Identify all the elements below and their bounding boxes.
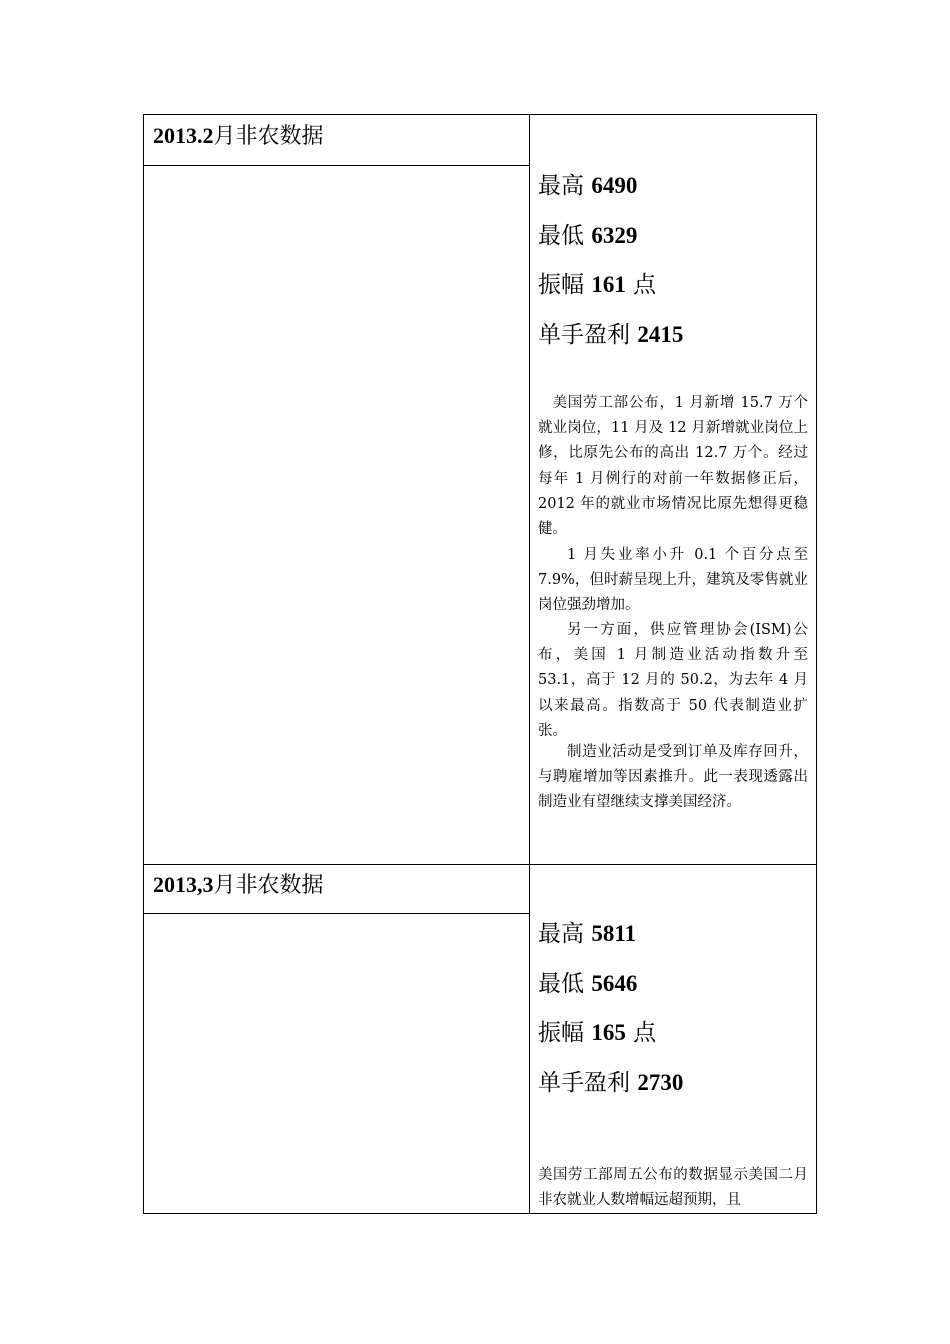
stat-value: 2415 bbox=[637, 322, 684, 347]
stat-label: 最低 bbox=[538, 971, 584, 997]
news-paragraph: 制造业活动是受到订单及库存回升，与聘雇增加等因素推升。此一表现透露出制造业有望继续支撑美国经济。 bbox=[538, 744, 808, 811]
stat-amplitude bbox=[538, 1018, 656, 1048]
row-divider bbox=[143, 864, 817, 865]
stat-value: 5646 bbox=[591, 971, 638, 996]
stat-value: 165 bbox=[591, 1020, 626, 1045]
stat-label: 最低 bbox=[538, 223, 584, 249]
section-title-number: 2013.2 bbox=[153, 123, 214, 148]
stat-suffix: 点 bbox=[633, 272, 657, 298]
section-title-text: 月非农数据 bbox=[213, 873, 324, 898]
stat-low bbox=[538, 221, 637, 251]
stat-label: 单手盈利 bbox=[538, 1070, 630, 1096]
stat-value: 6329 bbox=[591, 223, 638, 248]
stat-label: 最高 bbox=[538, 173, 584, 199]
news-paragraph: 美国劳工部公布，1 月新增 15.7 万个就业岗位，11 月及 12 月新增就业岗位上修，比原先公布的高出 12.7 万个。经过每年 1 月例行的对前一年数据修正后，2012 年的就业市场情况比原先想得更稳健。 bbox=[538, 395, 808, 538]
title-divider-2 bbox=[143, 913, 530, 914]
stat-label: 单手盈利 bbox=[538, 322, 630, 348]
stat-label: 振幅 bbox=[538, 1020, 584, 1046]
stat-profit bbox=[538, 320, 683, 350]
stat-value: 161 bbox=[591, 272, 626, 297]
stat-profit bbox=[538, 1068, 683, 1098]
stat-label: 最高 bbox=[538, 921, 584, 947]
column-divider bbox=[529, 114, 530, 1214]
stat-amplitude bbox=[538, 270, 656, 300]
news-paragraph: 另一方面，供应管理协会(ISM)公布，美国 1 月制造业活动指数升至 53.1，高于 12 月的 50.2，为去年 4 月以来最高。指数高于 50 代表制造业扩张。 bbox=[538, 622, 808, 739]
section-title-text: 月非农数据 bbox=[213, 124, 324, 149]
stat-high bbox=[538, 171, 637, 201]
stat-value: 5811 bbox=[591, 921, 637, 946]
stat-suffix: 点 bbox=[633, 1020, 657, 1046]
section-title bbox=[153, 122, 324, 151]
stat-label: 振幅 bbox=[538, 272, 584, 298]
stat-value: 2730 bbox=[637, 1070, 684, 1095]
stat-low bbox=[538, 969, 637, 999]
news-paragraph: 美国劳工部周五公布的数据显示美国二月非农就业人数增幅远超预期，且 bbox=[538, 1167, 808, 1209]
section-title-number: 2013,3 bbox=[153, 872, 214, 897]
stat-value: 6490 bbox=[591, 173, 638, 198]
title-divider-1 bbox=[143, 165, 530, 166]
news-paragraph: 1 月失业率小升 0.1 个百分点至 7.9%，但时薪呈现上升，建筑及零售就业岗位强劲增加。 bbox=[538, 547, 808, 614]
stat-high bbox=[538, 919, 636, 949]
section-title bbox=[153, 871, 324, 900]
